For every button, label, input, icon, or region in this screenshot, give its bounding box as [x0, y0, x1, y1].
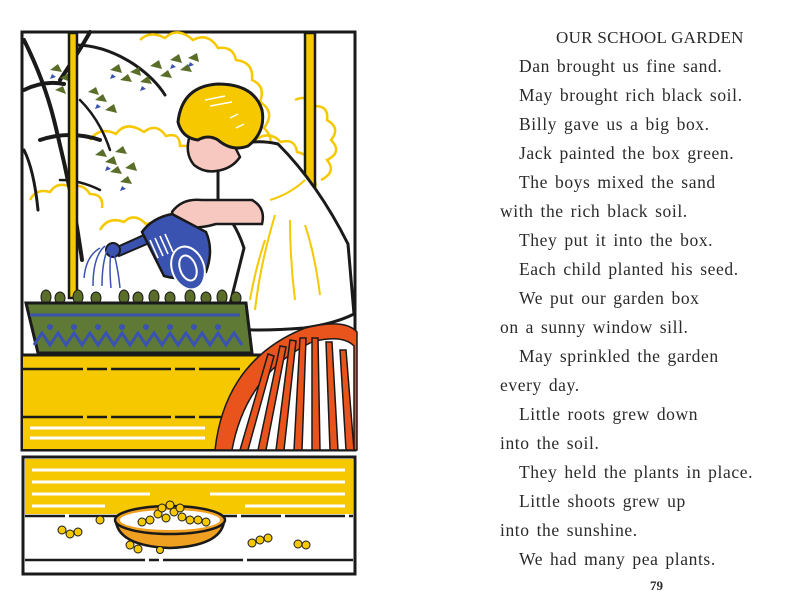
story-line: The boys mixed the sand [519, 172, 716, 192]
story-line: Little roots grew down [519, 404, 699, 424]
story-line: They put it into the box. [519, 230, 714, 250]
story-line: Little shoots grew up [519, 491, 686, 511]
story-line: We put our garden box [519, 288, 700, 308]
page-number: 79 [650, 578, 663, 593]
story-line: Dan brought us fine sand. [519, 56, 723, 76]
story-line: Jack painted the box green. [519, 143, 735, 163]
story-line: May brought rich black soil. [519, 85, 743, 105]
story-line: May sprinkled the garden [519, 346, 719, 366]
story-line: into the soil. [500, 433, 600, 453]
upper-panel [22, 32, 357, 450]
story-line: They held the plants in place. [519, 462, 754, 482]
garden-illustration [0, 0, 380, 607]
child-hair [178, 84, 263, 148]
story-line: Billy gave us a big box. [519, 114, 710, 134]
story-line: into the sunshine. [500, 520, 638, 540]
lower-panel [23, 457, 355, 574]
story-line: Each child planted his seed. [519, 259, 739, 279]
illustration [0, 0, 380, 607]
story-line: We had many pea plants. [519, 549, 716, 569]
story-line: on a sunny window sill. [500, 317, 689, 337]
story-line: with the rich black soil. [500, 201, 688, 221]
story-line: every day. [500, 375, 580, 395]
text-page [490, 0, 810, 607]
page-title: OUR SCHOOL GARDEN [556, 28, 744, 47]
